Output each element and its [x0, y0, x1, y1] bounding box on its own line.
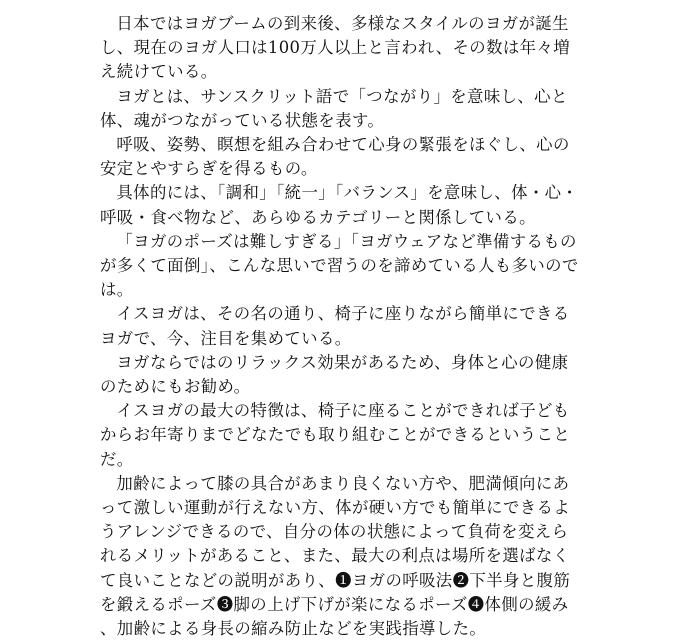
paragraph-yoga-harmony: 具体的には、「調和」「統一」「バランス」を意味し、体・心・呼吸・食べ物など、あらゆるカテゴリーと関係している。 [100, 183, 579, 227]
paragraph-chair-yoga-benefits: 加齢によって膝の具合があまり良くない方や、肥満傾向にあって激しい運動が行えない方、体が硬い方でも簡単にできるようアレンジできるので、自分の体の状態によって負荷を変えられるメリットがあること、また、最大の利点は場所を選ばなくて良いことなどの説明があり、❶ヨガの呼吸法❷下半身と腹筋を鍛えるポーズ❸脚の上げ下げが楽になるポーズ❹体側の緩み、加齢による身長の縮み防止などを実践指導した。 [100, 473, 571, 639]
article-body [100, 12, 582, 641]
paragraph-yoga-barriers: 「ヨガのポーズは難しすぎる」「ヨガウェアなど準備するものが多くて面倒」、こんな思いで習うのを諦めている人も多いのでは。 [100, 231, 579, 300]
paragraph-relaxation: ヨガならではのリラックス効果があるため、身体と心の健康のためにもお勧め。 [100, 352, 569, 397]
paragraph-yoga-meaning: ヨガとは、サンスクリット語で「つながり」を意味し、心と体、魂がつながっている状態を表す。 [100, 86, 568, 130]
paragraph-yoga-population: 日本ではヨガブームの到来後、多様なスタイルのヨガが誕生し、現在のヨガ人口は100万人以上と言われ、その数は年々増え続けている。 [100, 14, 571, 82]
paragraph-chair-yoga-feature: イスヨガの最大の特徴は、椅子に座ることができれば子どもからお年寄りまでどなたでも取り組むことができるということだ。 [100, 401, 571, 469]
paragraph-chair-yoga-intro: イスヨガは、その名の通り、椅子に座りながら簡単にできるヨガで、今、注目を集めている。 [100, 304, 570, 348]
paragraph-yoga-method: 呼吸、姿勢、瞑想を組み合わせて心身の緊張をほぐし、心の安定とやすらぎを得るもの。 [100, 135, 570, 179]
